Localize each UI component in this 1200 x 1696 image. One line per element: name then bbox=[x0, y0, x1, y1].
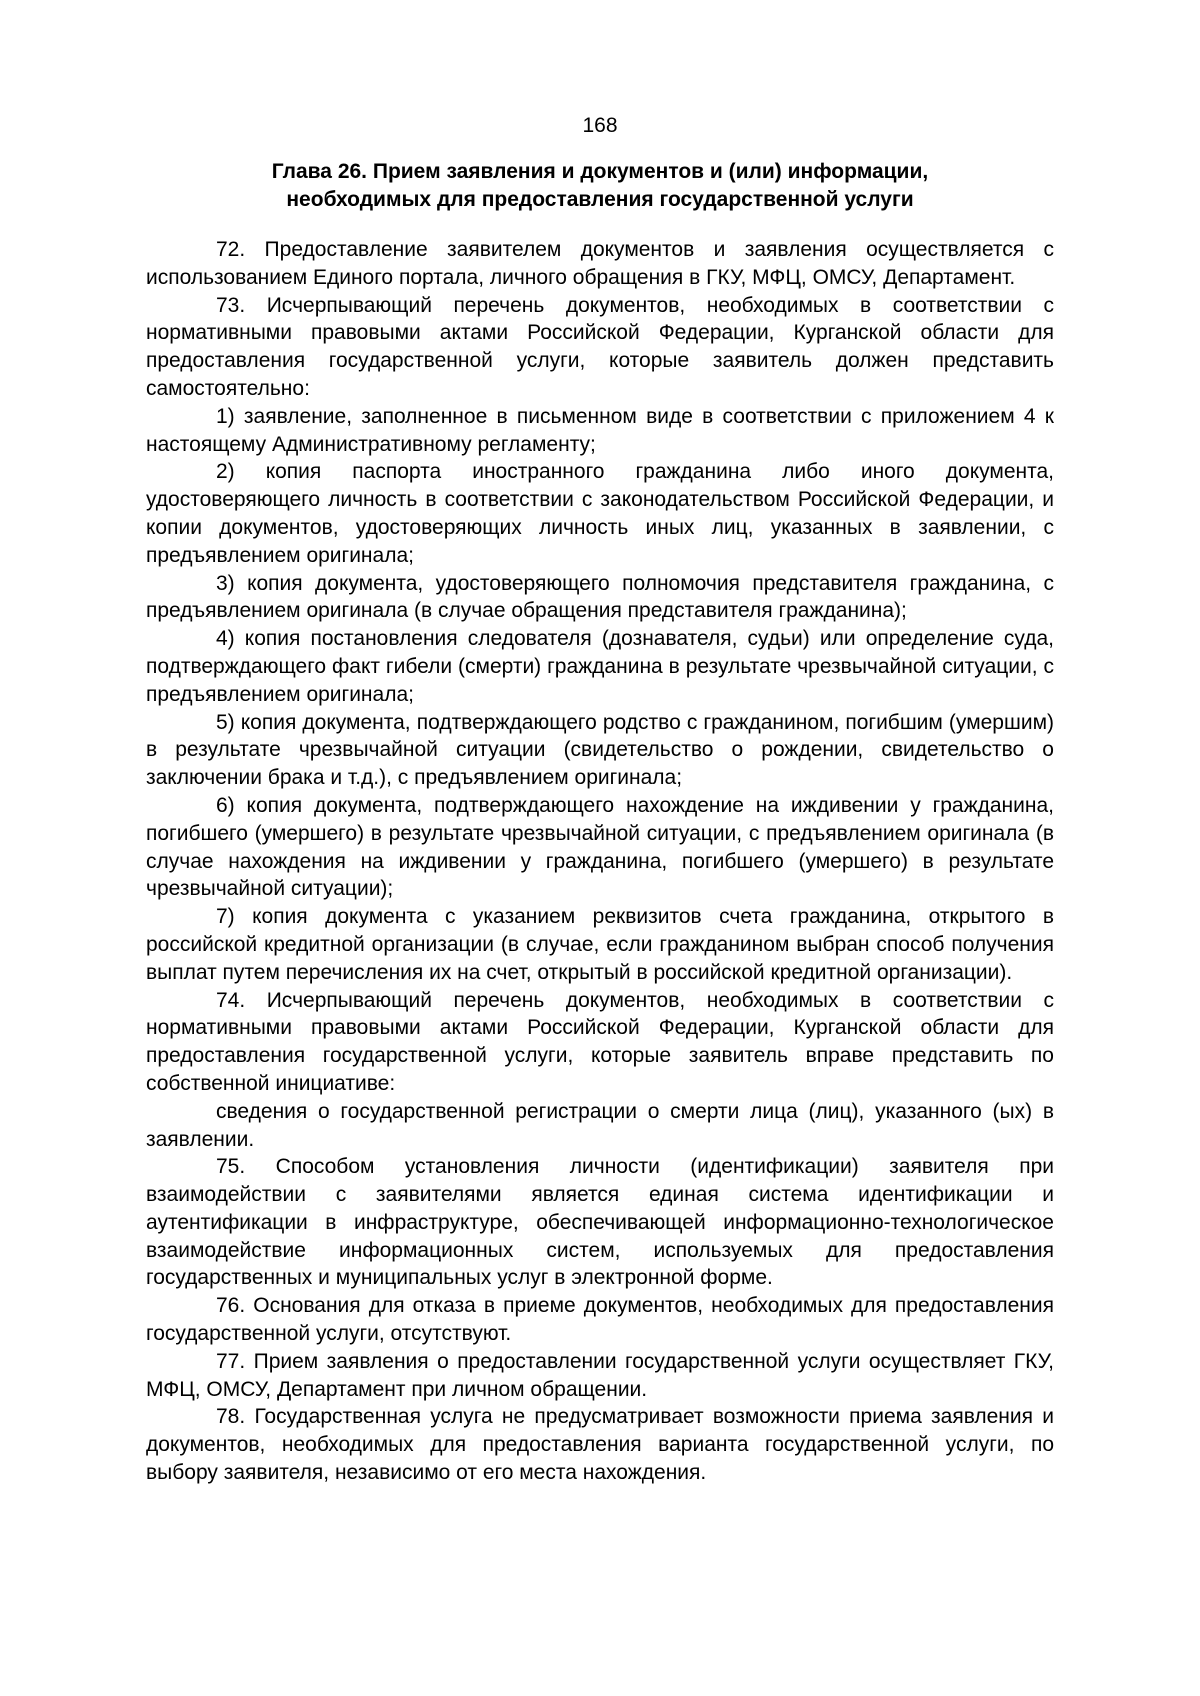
paragraph-74: 74. Исчерпывающий перечень документов, необходимых в соответствии с нормативными правовыми актами Российской Федерации, Курганской области для предоставления государственной услуги, которые заявитель вправе представить по собственной инициативе: bbox=[146, 988, 1054, 1095]
paragraph-75: 75. Способом установления личности (идентификации) заявителя при взаимодействии с заявителями является единая система идентификации и аутентификации в инфраструктуре, обеспечивающей информационно-технологическое взаимодействие информационных систем, используемых для предоставления государственных и муниципальных услуг в электронной форме. bbox=[146, 1155, 1054, 1290]
paragraph-73-item-2: 2) копия паспорта иностранного гражданина либо иного документа, удостоверяющего личность в соответствии с законодательством Российской Федерации, и копии документов, удостоверяющих личность иных лиц, указанных в заявлении, с предъявлением оригинала; bbox=[146, 460, 1054, 567]
document-body bbox=[146, 236, 1054, 1487]
page-number: 168 bbox=[582, 114, 618, 137]
paragraph-73-item-1: 1) заявление, заполненное в письменном виде в соответствии с приложением 4 к настоящему Административному регламенту; bbox=[146, 404, 1054, 456]
paragraph-77: 77. Прием заявления о предоставлении государственной услуги осуществляет ГКУ, МФЦ, ОМСУ, Департамент при личном обращении. bbox=[146, 1349, 1054, 1401]
chapter-title-line-2: необходимых для предоставления государственной услуги bbox=[286, 188, 914, 211]
document-page bbox=[146, 112, 1054, 1487]
paragraph-73-item-5: 5) копия документа, подтверждающего родство с гражданином, погибшим (умершим) в результате чрезвычайной ситуации (свидетельство о рождении, свидетельство о заключении брака и т.д.), с предъявлением оригинала; bbox=[146, 710, 1054, 790]
paragraph-73-item-7: 7) копия документа с указанием реквизитов счета гражданина, открытого в российской кредитной организации (в случае, если гражданином выбран способ получения выплат путем перечисления их на счет, открытый в российской кредитной организации). bbox=[146, 905, 1054, 984]
paragraph-74-item: сведения о государственной регистрации о смерти лица (лиц), указанного (ых) в заявлении. bbox=[146, 1099, 1054, 1151]
chapter-title-line-1: Глава 26. Прием заявления и документов и (или) информации, bbox=[271, 160, 929, 183]
paragraph-73: 73. Исчерпывающий перечень документов, необходимых в соответствии с нормативными правовыми актами Российской Федерации, Курганской области для предоставления государственной услуги, которые заявитель должен представить самостоятельно: bbox=[146, 293, 1054, 400]
paragraph-73-item-3: 3) копия документа, удостоверяющего полномочия представителя гражданина, с предъявлением оригинала (в случае обращения представителя гражданина); bbox=[146, 571, 1054, 623]
paragraph-73-item-4: 4) копия постановления следователя (дознавателя, судьи) или определение суда, подтверждающего факт гибели (смерти) гражданина в результате чрезвычайной ситуации, с предъявлением оригинала; bbox=[146, 627, 1054, 706]
paragraph-78: 78. Государственная услуга не предусматривает возможности приема заявления и документов, необходимых для предоставления варианта государственной услуги, по выбору заявителя, независимо от его места нахождения. bbox=[146, 1405, 1054, 1485]
paragraph-73-item-6: 6) копия документа, подтверждающего нахождение на иждивении у гражданина, погибшего (умершего) в результате чрезвычайной ситуации, с предъявлением оригинала (в случае нахождения на иждивении у гражданина, погибшего (умершего) в результате чрезвычайной ситуации); bbox=[146, 793, 1054, 901]
paragraph-76: 76. Основания для отказа в приеме документов, необходимых для предоставления государственной услуги, отсутствуют. bbox=[146, 1294, 1054, 1346]
paragraph-72: 72. Предоставление заявителем документов и заявления осуществляется с использованием Единого портала, личного обращения в ГКУ, МФЦ, ОМСУ, Департамент. bbox=[146, 238, 1054, 289]
chapter-title bbox=[146, 158, 1054, 214]
